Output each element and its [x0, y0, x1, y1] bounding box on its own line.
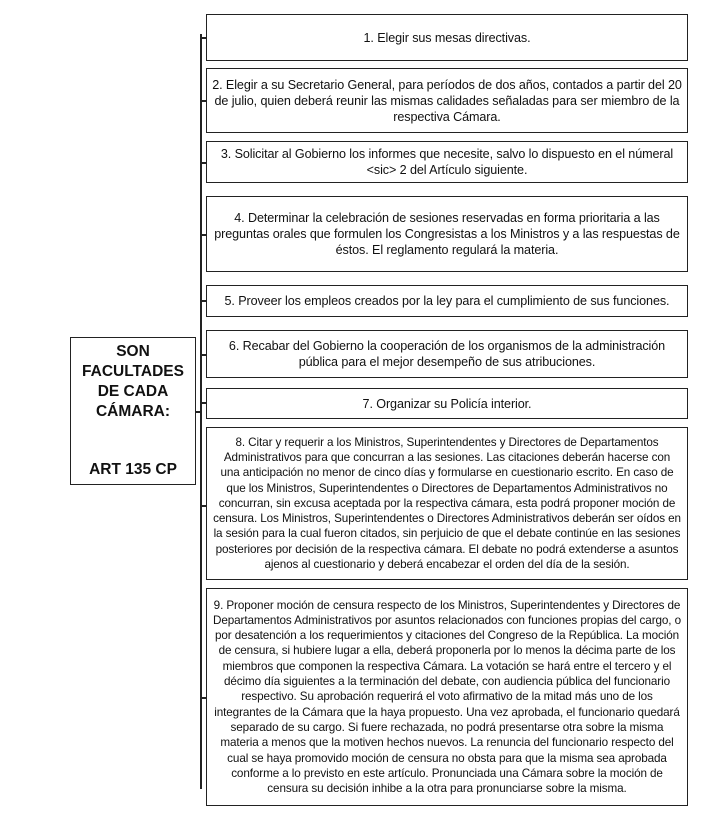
faculty-item-2: 2. Elegir a su Secretario General, para períodos de dos años, contados a partir del 20 de julio, quien deberá reunir las mismas calidades señaladas para ser miembro de la respectiva Cámara. [206, 68, 688, 133]
faculty-item-1: 1. Elegir sus mesas directivas. [206, 14, 688, 61]
root-node [70, 337, 196, 485]
faculty-item-3: 3. Solicitar al Gobierno los informes que necesite, salvo lo dispuesto en el númeral <sic> 2 del Artículo siguiente. [206, 141, 688, 183]
faculty-item-4: 4. Determinar la celebración de sesiones reservadas en forma prioritaria a las preguntas orales que formulen los Congresistas a los Ministros y a las respuestas de éstos. El reglamento regulará la materia. [206, 196, 688, 272]
faculty-item-9: 9. Proponer moción de censura respecto de los Ministros, Superintendentes y Directores de Departamentos Administrativos por asuntos relacionados con funciones propias del cargo, o por desatención a los requerimientos y citaciones del Congreso de la República. La moción de censura, si hubiere lugar a ella, deberá proponerla por lo menos la décima parte de los miembros que componen la respectiva Cámara. La votación se hará entre el tercero y el décimo día siguientes a la terminación del debate, con audiencia pública del funcionario respectivo. Su aprobación requerirá el voto afirmativo de la mitad más uno de los integrantes de la Cámara que la haya propuesto. Una vez aprobada, el funcionario quedará separado de su cargo. Si fuere rechazada, no podrá presentarse otra sobre la misma materia a menos que la motiven hechos nuevos. La renuncia del funcionario respecto del cual se haya promovido moción de censura no obsta para que la misma sea aprobada conforme a lo previsto en este artículo. Pronunciada una Cámara sobre la moción de censura su decisión inhibe a la otra para pronunciarse sobre la misma. [206, 588, 688, 806]
faculty-item-8: 8. Citar y requerir a los Ministros, Superintendentes y Directores de Departamentos Administrativos para que concurran a las sesiones. Las citaciones deberán hacerse con una anticipación no menor de cinco días y formularse en cuestionario escrito. En caso de que los Ministros, Superintendentes o Directores de Departamentos Administrativos no concurran, sin excusa aceptada por la respectiva cámara, esta podrá proponer moción de censura. Los Ministros, Superintendentes o Directores Administrativos deberán ser oídos en la sesión para la cual fueron citados, sin perjuicio de que el debate continúe en las sesiones posteriores por decisión de la respectiva cámara. El debate no podrá extenderse a asuntos ajenos al cuestionario y deberá encabezar el orden del día de la sesión. [206, 427, 688, 580]
faculty-item-6: 6. Recabar del Gobierno la cooperación de los organismos de la administración pública para el mejor desempeño de sus atribuciones. [206, 330, 688, 378]
faculty-item-5: 5. Proveer los empleos creados por la ley para el cumplimiento de sus funciones. [206, 285, 688, 317]
root-title: SON FACULTADES DE CADA CÁMARA: [82, 343, 184, 420]
root-subtitle: ART 135 CP [89, 461, 177, 478]
faculty-item-7: 7. Organizar su Policía interior. [206, 388, 688, 419]
